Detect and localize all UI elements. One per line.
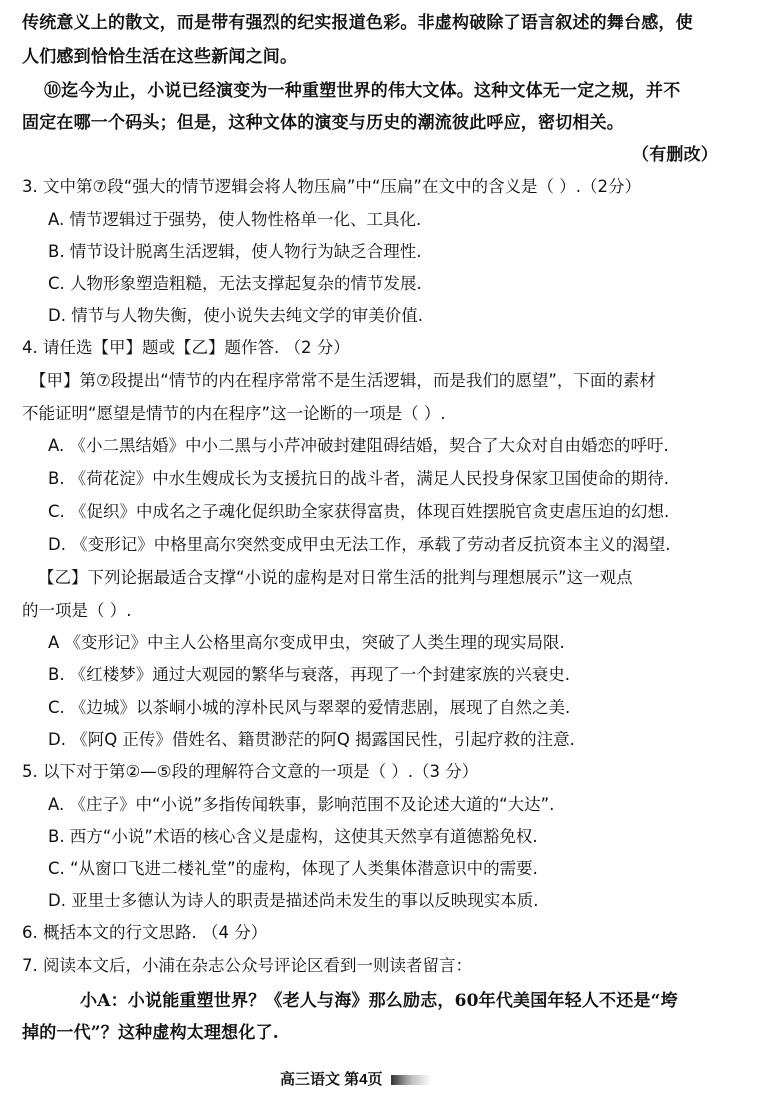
question-4-yi-option-c: C. 《边城》以茶峒小城的淳朴民风与翠翠的爱情悲剧，展现了自然之美. [48, 698, 571, 717]
question-4-jia-option-d: D. 《变形记》中格里高尔突然变成甲虫无法工作，承载了劳动者反抗资本主义的渴望. [48, 535, 671, 554]
question-4-yi-prompt-cont: 的一项是（ ）. [22, 601, 132, 620]
question-4-jia-prompt-cont: 不能证明“愿望是情节的内在程序”这一论断的一项是（ ）. [22, 404, 446, 423]
question-3-option-d: D. 情节与人物失衡，使小说失去纯文学的审美价值. [48, 306, 423, 325]
question-4-jia-option-b: B. 《荷花淀》中水生嫂成长为支援抗日的战斗者，满足人民投身保家卫国使命的期待. [48, 469, 670, 488]
question-4-yi-prompt: 【乙】下列论据最适合支撑“小说的虚构是对日常生活的批判与理想展示”这一观点 [38, 568, 633, 587]
question-5-option-a: A. 《庄子》中“小说”多指传闻轶事，影响范围不及论述大道的“大达”. [48, 795, 555, 814]
question-4-stem: 4. 请任选【甲】题或【乙】题作答. （2 分） [22, 338, 350, 357]
question-3-stem: 3. 文中第⑦段“强大的情节逻辑会将人物压扁”中“压扁”在文中的含义是（ ）.（2分） [22, 177, 641, 196]
scan-smudge [391, 1075, 431, 1085]
reader-comment-cont: 掉的一代”？这种虚构太理想化了. [22, 1023, 279, 1043]
passage-line: 人们感到恰恰生活在这些新闻之间。 [22, 47, 298, 67]
question-4-yi-option-d: D. 《阿Q 正传》借姓名、籍贯渺茫的阿Q 揭露国民性，引起疗救的注意. [48, 730, 575, 749]
question-6-stem: 6. 概括本文的行文思路. （4 分） [22, 923, 268, 942]
page-footer-label: 高三语文 第4页 [280, 1071, 383, 1088]
question-4-jia-option-a: A. 《小二黑结婚》中小二黑与小芹冲破封建阻碍结婚，契合了大众对自由婚恋的呼吁. [48, 436, 669, 455]
question-4-jia-prompt: 【甲】第⑦段提出“情节的内在程序常常不是生活逻辑，而是我们的愿望”，下面的素材 [30, 371, 656, 390]
question-4-yi-option-b: B. 《红楼梦》通过大观园的繁华与衰落，再现了一个封建家族的兴衰史. [48, 665, 571, 684]
question-4-jia-option-c: C. 《促织》中成名之子魂化促织助全家获得富贵，体现百姓摆脱官贪吏虐压迫的幻想. [48, 502, 670, 521]
question-5-option-b: B. 西方“小说”术语的核心含义是虚构，这使其天然享有道德豁免权. [48, 827, 538, 846]
question-3-option-a: A. 情节逻辑过于强势，使人物性格单一化、工具化. [48, 210, 422, 229]
reader-comment: 小A：小说能重塑世界？《老人与海》那么励志，60年代美国年轻人不还是“垮 [80, 991, 678, 1011]
question-5-option-d: D. 亚里士多德认为诗人的职责是描述尚未发生的事以反映现实本质. [48, 891, 539, 910]
question-5-stem: 5. 以下对于第②—⑤段的理解符合文意的一项是（ ）.（3 分） [22, 762, 479, 781]
passage-line: ⑩迄今为止，小说已经演变为一种重塑世界的伟大文体。这种文体无一定之规，并不 [44, 81, 681, 101]
source-note: （有删改） [632, 145, 718, 165]
question-5-option-c: C. “从窗口飞进二楼礼堂”的虚构，体现了人类集体潜意识中的需要. [48, 859, 538, 878]
question-7-stem: 7. 阅读本文后，小浦在杂志公众号评论区看到一则读者留言： [22, 956, 472, 975]
page-footer [280, 1068, 431, 1089]
passage-line: 固定在哪一个码头；但是，这种文体的演变与历史的潮流彼此呼应，密切相关。 [22, 113, 624, 133]
question-3-option-b: B. 情节设计脱离生活逻辑，使人物行为缺乏合理性. [48, 242, 422, 261]
question-3-option-c: C. 人物形象塑造粗糙，无法支撑起复杂的情节发展. [48, 274, 422, 293]
question-4-yi-option-a: A 《变形记》中主人公格里高尔变成甲虫，突破了人类生理的现实局限. [48, 633, 565, 652]
passage-line: 传统意义上的散文，而是带有强烈的纪实报道色彩。非虚构破除了语言叙述的舞台感，使 [22, 13, 693, 33]
